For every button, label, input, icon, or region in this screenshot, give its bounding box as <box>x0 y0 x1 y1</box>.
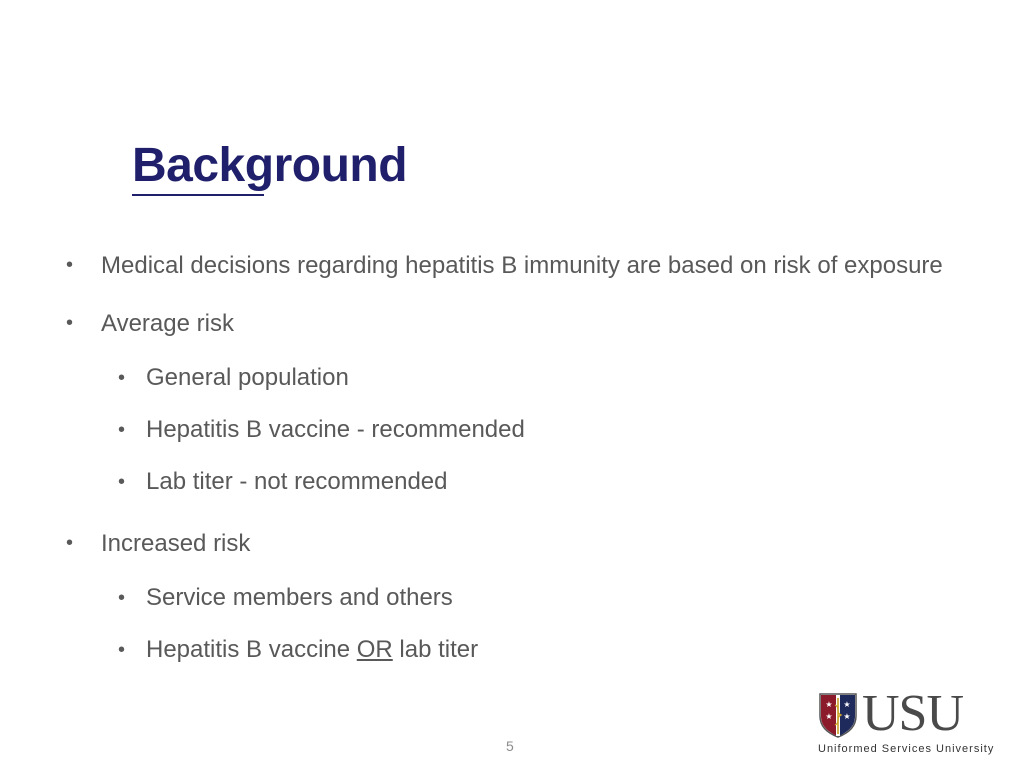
sub-bullet-text: Hepatitis B vaccine - recommended <box>146 416 525 443</box>
bullet-item <box>66 302 946 345</box>
slide-content <box>66 244 946 684</box>
bullet-item <box>66 244 946 287</box>
slide-title: Background <box>132 139 408 192</box>
svg-text:★: ★ <box>843 700 851 709</box>
sub-bullet-text: Lab titer - not recommended <box>146 468 448 495</box>
bullet-glyph: • <box>66 532 74 554</box>
sub-bullet-item <box>66 464 946 500</box>
shield-icon <box>818 692 858 738</box>
or-emphasis: OR <box>356 636 393 663</box>
bullet-glyph: • <box>118 419 126 441</box>
bullet-text: Increased risk <box>101 530 251 557</box>
bullet-glyph: • <box>66 254 74 276</box>
svg-text:★: ★ <box>825 700 833 709</box>
svg-text:★: ★ <box>825 712 833 721</box>
title-underline <box>132 194 264 196</box>
sub-bullet-text: General population <box>146 364 349 391</box>
bullet-text: Average risk <box>101 310 234 337</box>
bullet-glyph: • <box>118 367 126 389</box>
page-number: 5 <box>506 738 514 754</box>
usu-logo <box>818 685 1002 762</box>
bullet-glyph: • <box>118 471 126 493</box>
sub-bullet-text-before: Hepatitis B vaccine <box>146 636 357 663</box>
logo-letters: USU <box>862 685 964 742</box>
sub-bullet-item <box>66 360 946 396</box>
bullet-glyph: • <box>118 587 126 609</box>
bullet-glyph: • <box>118 639 126 661</box>
sub-bullet-item <box>66 580 946 616</box>
bullet-item <box>66 522 946 565</box>
sub-bullet-item <box>66 632 946 668</box>
sub-bullet-text-after: lab titer <box>392 636 479 663</box>
logo-subtitle: Uniformed Services University <box>818 743 995 755</box>
sub-bullet-text: Service members and others <box>146 584 453 611</box>
bullet-glyph: • <box>66 312 74 334</box>
sub-bullet-item <box>66 412 946 448</box>
svg-text:★: ★ <box>843 712 851 721</box>
bullet-text: Medical decisions regarding hepatitis B immunity are based on risk of exposure <box>101 252 943 279</box>
